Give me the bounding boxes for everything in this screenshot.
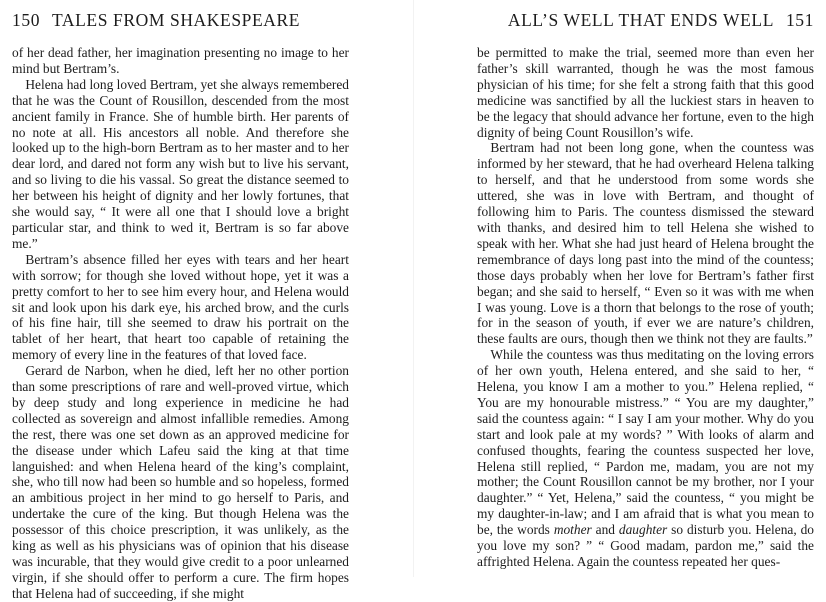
right-running-title: ALL’S WELL THAT ENDS WELL xyxy=(507,10,774,30)
left-paragraph-1: of her dead father, her imagination presenting no image to her mind but Bertram’s. xyxy=(12,45,349,76)
page-gutter xyxy=(413,0,414,577)
left-paragraph-2: Helena had long loved Bertram, yet she always remembered that he was the Count of Rousillon, descended from the most ancient family in France. She of humble birth. Her parents of no note at all. His ancestors all noble. And therefore she looked up to the high-born Bertram as to her master and to her dear lord, and dared not form any wish but to live his servant, and so living to die his vassal. So great the distance seemed to her between his height of dignity and her lowly fortunes, that she would say, “ It were all one that I should love a bright particular star, and think to wed it, Bertram is so far above me.” xyxy=(12,76,349,251)
left-page-body xyxy=(12,45,349,602)
right-paragraph-1: be permitted to make the trial, seemed more than even her father’s skill warranted, though he was the most famous physician of his time; for she felt a strong faith that this good medicine was sanctified by all the luckiest stars in heaven to be the legacy that should advance her fortune, even to the high dignity of being Count Rousillon’s wife. xyxy=(477,45,814,140)
right-paragraph-3: While the countess was thus meditating on the loving errors of her own youth, Helena entered, and she said to her, “ Helena, you know I am a mother to you.” Helena replied, “ You are my honourable mistress.” “ You are my daughter,” said the countess again: “ I say I am your mother. Why do you start and look pale at my words? ” With looks of alarm and confused thoughts, fearing the countess suspected her love, Helena still replied, “ Pardon me, madam, you are not my mother; the Count Rousillon cannot be my brother, nor I your daughter.” “ Yet, Helena,” said the countess, “ you might be my daughter-in-law; and I am afraid that is what you mean to be, the words mother and daughter so disturb you. Helena, do you love my son? ” “ Good madam, pardon me,” said the affrighted Helena. Again the countess repeated her ques- xyxy=(477,347,815,569)
left-running-title: TALES FROM SHAKESPEARE xyxy=(52,10,301,30)
left-page-header xyxy=(12,10,349,32)
right-page-number: 151 xyxy=(785,10,814,30)
right-page xyxy=(477,0,814,577)
right-page-header xyxy=(477,10,814,32)
left-paragraph-3: Bertram’s absence filled her eyes with tears and her heart with sorrow; for though she loved without hope, yet it was a pretty comfort to her to see him every hour, and Helena would sit and look upon his dark eye, his arched brow, and the curls of his fine hair, till she seemed to draw his portrait on the tablet of her heart, that heart too capable of retaining the memory of every line in the features of that loved face. xyxy=(12,251,349,363)
right-paragraph-2: Bertram had not been long gone, when the countess was informed by her steward, that he had overheard Helena talking to herself, and that he understood from some words she uttered, she was in love with Bertram, and thought of following him to Paris. The countess dismissed the steward with thanks, and desired him to tell Helena she wished to speak with her. What she had just heard of Helena brought the remembrance of days long past into the mind of the countess; those days probably when her love for Bertram’s father first began; and she said to herself, “ Even so it was with me when I was young. Love is a thorn that belongs to the rose of youth; for in the season of youth, if ever we are nature’s children, these faults are ours, though then we think not they are faults.” xyxy=(477,140,814,347)
left-paragraph-4: Gerard de Narbon, when he died, left her no other portion than some prescriptions of rare and well-proved virtue, which by deep study and long experience in medicine he had collected as sovereign and almost infallible remedies. Among the rest, there was one set down as an approved medicine for the disease under which Lafeu said the king at that time languished: and when Helena heard of the king’s complaint, she, who till now had been so humble and so hopeless, formed an ambitious project in her mind to go herself to Paris, and undertake the cure of the king. But though Helena was the possessor of this choice prescription, it was unlikely, as the king as well as his physicians was of opinion that his disease was incurable, that they would give credit to a poor unlearned virgin, if she should offer to perform a cure. The firm hopes that Helena had of succeeding, if she might xyxy=(12,363,349,601)
right-page-body xyxy=(477,45,814,570)
left-page xyxy=(12,0,349,601)
left-page-number: 150 xyxy=(12,10,41,30)
